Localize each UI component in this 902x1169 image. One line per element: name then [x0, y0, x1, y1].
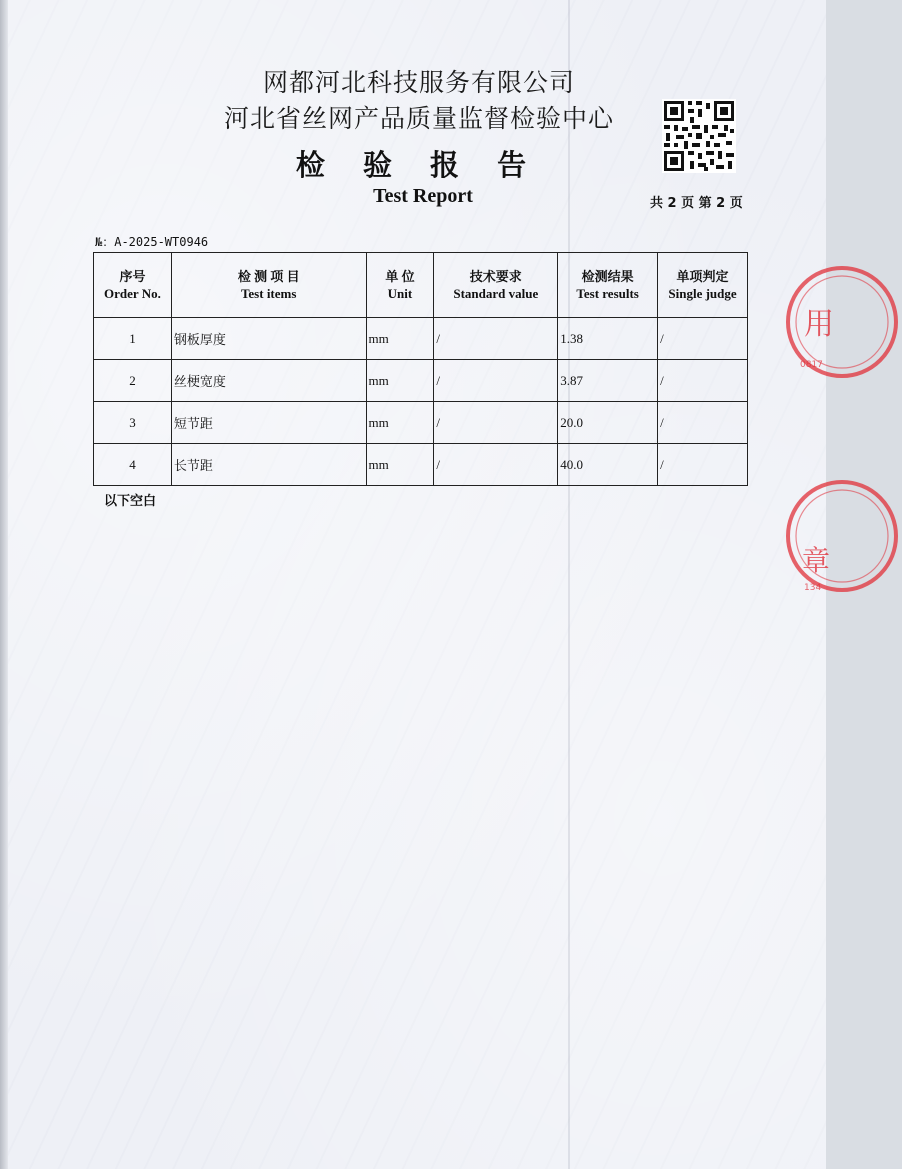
- cell-unit: mm: [366, 402, 434, 444]
- cell-standard-value: /: [434, 402, 558, 444]
- header-test-items: 检 测 项 目 Test items: [171, 253, 366, 318]
- official-seal-stamp: [782, 262, 902, 382]
- header-standard-value: 技术要求 Standard value: [434, 253, 558, 318]
- cell-single-judge: /: [658, 444, 748, 486]
- inspection-center-name: 河北省丝网产品质量监督检验中心: [223, 104, 614, 133]
- inspection-seal-stamp: [782, 476, 902, 596]
- seal-character: 章: [802, 544, 831, 577]
- cell-order-no: 2: [94, 360, 172, 402]
- cell-unit: mm: [366, 360, 434, 402]
- cell-test-item: 丝梗宽度: [171, 360, 366, 402]
- cell-order-no: 4: [94, 444, 172, 486]
- cell-test-result: 20.0: [558, 402, 658, 444]
- cell-single-judge: /: [658, 402, 748, 444]
- table-row: [94, 444, 748, 486]
- cell-standard-value: /: [434, 318, 558, 360]
- seal-number: 0817: [800, 360, 823, 370]
- cell-test-item: 钢板厚度: [171, 318, 366, 360]
- header-order-no: 序号 Order No.: [94, 253, 172, 318]
- cell-single-judge: /: [658, 318, 748, 360]
- table-header-row: [94, 253, 748, 318]
- cell-test-result: 40.0: [558, 444, 658, 486]
- cell-single-judge: /: [658, 360, 748, 402]
- header-test-results: 检测结果 Test results: [558, 253, 658, 318]
- blank-below-note: 以下空白: [104, 494, 157, 509]
- test-results-table: [93, 252, 748, 486]
- cell-test-result: 1.38: [558, 318, 658, 360]
- seal-number: 134: [804, 583, 822, 593]
- report-title-cn: 检 验 报 告: [295, 148, 541, 182]
- table-row: [94, 318, 748, 360]
- cell-unit: mm: [366, 318, 434, 360]
- cell-test-item: 短节距: [171, 402, 366, 444]
- company-name: 网都河北科技服务有限公司: [262, 68, 575, 97]
- cell-standard-value: /: [434, 444, 558, 486]
- table-row: [94, 360, 748, 402]
- report-title-en: Test Report: [373, 185, 473, 207]
- cell-standard-value: /: [434, 360, 558, 402]
- page-count: 共 2 页 第 2 页: [650, 196, 743, 211]
- cell-test-result: 3.87: [558, 360, 658, 402]
- report-number: №：A-2025-WT0946: [95, 235, 209, 249]
- cell-unit: mm: [366, 444, 434, 486]
- header-unit: 单 位 Unit: [366, 253, 434, 318]
- cell-test-item: 长节距: [171, 444, 366, 486]
- seal-character: 用: [804, 307, 834, 342]
- header-single-judge: 单项判定 Single judge: [658, 253, 748, 318]
- cell-order-no: 3: [94, 402, 172, 444]
- table-row: [94, 402, 748, 444]
- qr-code-icon: [662, 99, 736, 173]
- cell-order-no: 1: [94, 318, 172, 360]
